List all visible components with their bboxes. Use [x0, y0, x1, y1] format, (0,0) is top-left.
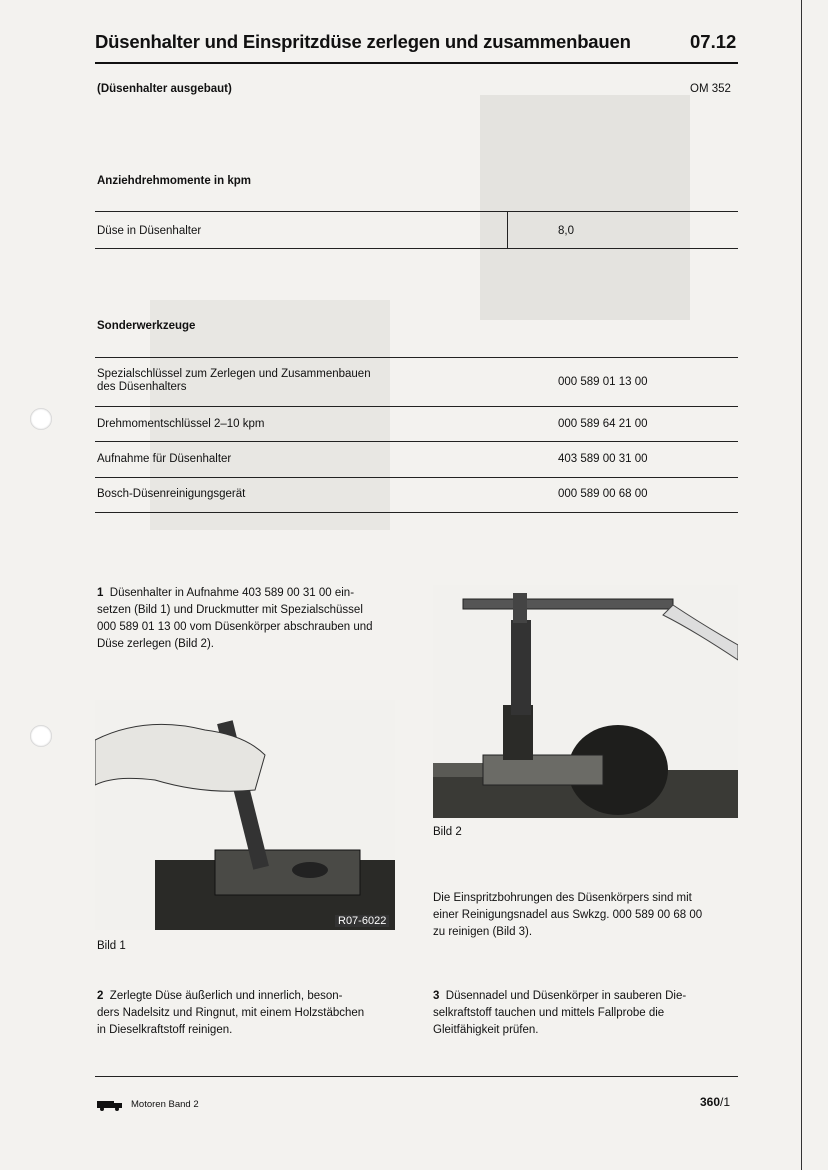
torque-row-label: Düse in Düsenhalter [97, 225, 202, 237]
page-number [700, 1095, 730, 1109]
page-number-suffix: /1 [720, 1095, 731, 1109]
tool-row-label-line: Spezialschlüssel zum Zerlegen und Zusammenbauen [97, 368, 371, 380]
figure-caption: Bild 2 [433, 826, 462, 838]
step-2-line: in Dieselkraftstoff reinigen. [97, 1024, 233, 1036]
cleaning-line: Die Einspritzbohrungen des Düsenkörpers sind mit [433, 892, 692, 904]
step-number: 1 [97, 587, 104, 599]
page-number-main: 360 [700, 1095, 721, 1109]
step-3-line-text: Düsennadel und Düsenkörper in sauberen Die- [445, 990, 687, 1002]
truck-logo-icon [97, 1098, 123, 1116]
step-1-line: setzen (Bild 1) und Druckmutter mit Spezialschüssel [97, 604, 363, 616]
footer-rule [95, 1076, 738, 1077]
section-number: 07.12 [690, 31, 737, 52]
step-2-line: ders Nadelsitz und Ringnut, mit einem Holzstäbchen [97, 1007, 365, 1019]
step-2-text [97, 988, 402, 1039]
step-1-text [97, 585, 402, 653]
bild-1-illustration [95, 700, 395, 930]
step-1-line: 000 589 01 13 00 vom Düsenkörper abschrauben und [97, 621, 373, 633]
step-number: 3 [433, 990, 440, 1002]
tool-row-value: 000 589 01 13 00 [558, 376, 648, 388]
figure-reference: R07-6022 [335, 915, 389, 927]
step-2-line [97, 988, 402, 1005]
step-3-line: selkraftstoff tauchen und mittels Fallprobe die [433, 1007, 665, 1019]
table-rule [95, 406, 738, 407]
table-column-divider [507, 212, 508, 248]
figure-caption: Bild 1 [97, 940, 126, 952]
table-rule [95, 441, 738, 442]
table-rule [95, 512, 738, 513]
step-number: 2 [97, 990, 104, 1002]
tools-heading: Sonderwerkzeuge [97, 320, 196, 332]
bleed-through-photo [480, 95, 690, 320]
step-2-line-text: Zerlegte Düse äußerlich und innerlich, beson- [109, 990, 343, 1002]
tool-row-label: Drehmomentschlüssel 2–10 kpm [97, 418, 265, 430]
table-rule [95, 477, 738, 478]
table-rule [95, 357, 738, 358]
tool-row-label: Bosch-Düsenreinigungsgerät [97, 488, 246, 500]
cleaning-line: zu reinigen (Bild 3). [433, 926, 533, 938]
torque-row-value: 8,0 [558, 225, 574, 237]
header-rule [95, 62, 738, 64]
figure-bild-1-photo [95, 700, 395, 930]
step-3-line: Gleitfähigkeit prüfen. [433, 1024, 539, 1036]
footer-book-title: Motoren Band 2 [131, 1099, 199, 1110]
table-rule [95, 248, 738, 249]
punch-hole [30, 725, 52, 747]
tool-row-value: 000 589 64 21 00 [558, 418, 648, 430]
step-1-line [97, 585, 402, 602]
step-3-text [433, 988, 738, 1039]
step-1-line-text: Düsenhalter in Aufnahme 403 589 00 31 00 ein- [109, 587, 355, 599]
page-edge [801, 0, 802, 1170]
tool-row-label [97, 368, 371, 394]
punch-hole [30, 408, 52, 430]
tool-row-value: 000 589 00 68 00 [558, 488, 648, 500]
table-rule [95, 211, 738, 212]
tool-row-value: 403 589 00 31 00 [558, 453, 648, 465]
torque-heading: Anziehdrehmomente in kpm [97, 175, 251, 187]
page-title: Düsenhalter und Einspritzdüse zerlegen und zusammenbauen [95, 31, 631, 52]
cleaning-line: einer Reinigungsnadel aus Swkzg. 000 589 00 68 00 [433, 909, 703, 921]
bild-2-illustration [433, 585, 738, 818]
page-subtitle: (Düsenhalter ausgebaut) [97, 83, 232, 95]
tool-row-label: Aufnahme für Düsenhalter [97, 453, 232, 465]
figure-bild-2-photo [433, 585, 738, 818]
tool-row-label-line: des Düsenhalters [97, 381, 187, 393]
cleaning-text [433, 890, 738, 941]
step-1-line: Düse zerlegen (Bild 2). [97, 638, 214, 650]
step-3-line [433, 988, 738, 1005]
engine-type: OM 352 [690, 83, 731, 95]
